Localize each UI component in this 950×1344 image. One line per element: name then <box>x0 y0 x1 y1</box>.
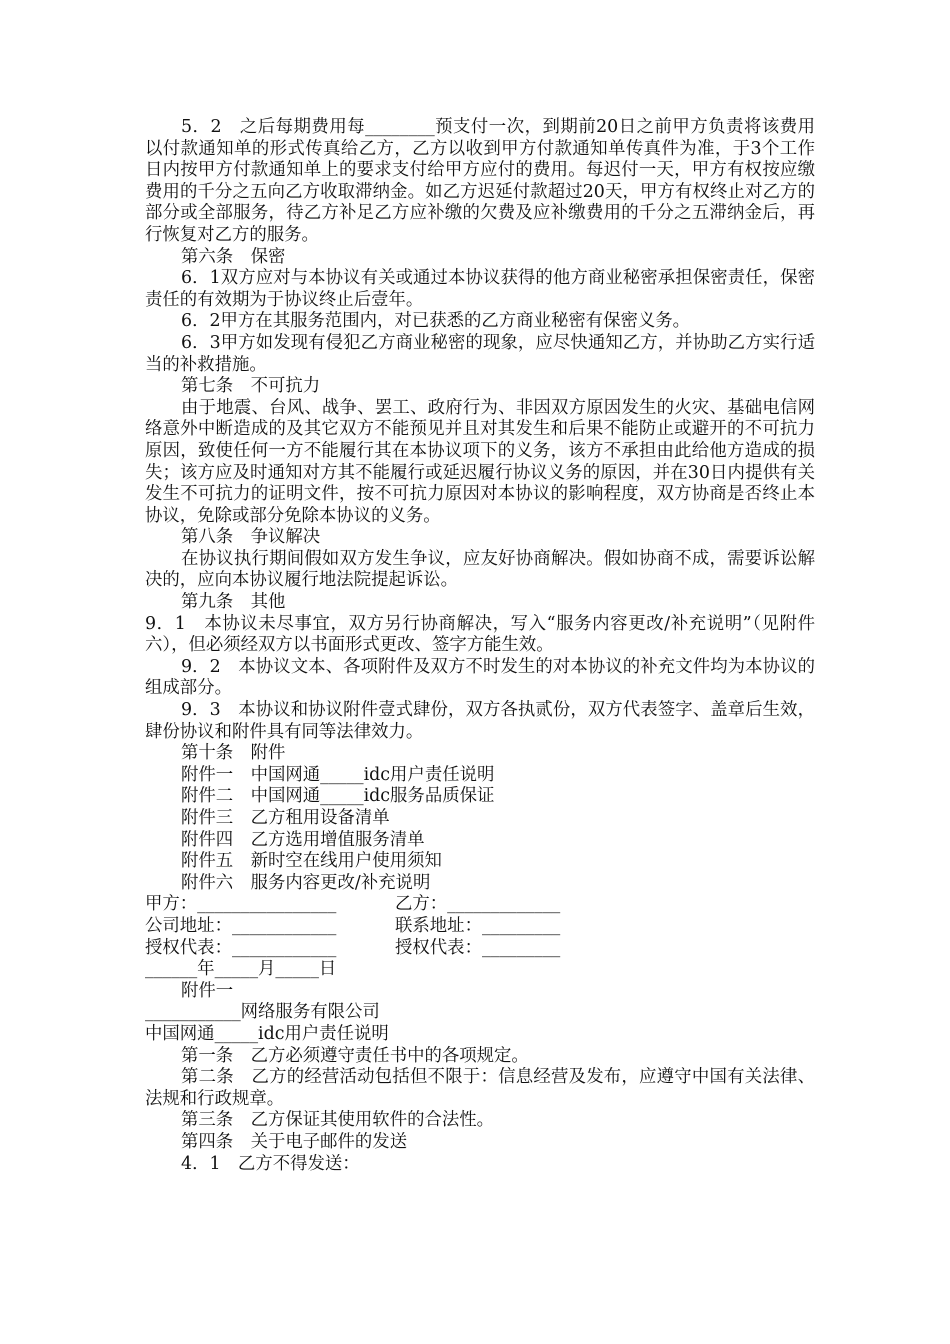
contract-paragraph: 9．2 本协议文本、各项附件及双方不时发生的对本协议的补充文件均为本协议的组成部分。 <box>145 656 815 699</box>
appendix-paragraph: 4．1 乙方不得发送： <box>181 1153 360 1174</box>
contract-paragraph: 附件六 服务内容更改/补充说明 <box>181 872 431 893</box>
contract-paragraph: 6．3甲方如发现有侵犯乙方商业秘密的现象，应尽快通知乙方，并协助乙方实行适当的补救措施。 <box>145 332 815 375</box>
appendix-paragraph: 附件一 <box>181 980 234 1001</box>
appendix-paragraph: 第二条 乙方的经营活动包括但不限于：信息经营及发布，应遵守中国有关法律、法规和行政规章。 <box>145 1067 815 1109</box>
contract-paragraph: 附件一 中国网通_____idc用户责任说明 <box>181 764 495 785</box>
signature-block <box>145 894 815 980</box>
contract-paragraph: 第七条 不可抗力 <box>181 376 321 397</box>
contract-paragraph: 6．1双方应对与本协议有关或通过本协议获得的他方商业秘密承担保密责任，保密责任的有效期为于协议终止后壹年。 <box>145 268 815 310</box>
appendix-paragraph: 第四条 关于电子邮件的发送 <box>181 1131 408 1152</box>
contract-paragraph: 附件四 乙方选用增值服务清单 <box>181 829 425 850</box>
company-address-line: 公司地址：____________ <box>145 915 337 936</box>
signature-row-representative <box>145 938 815 960</box>
contract-paragraph: 第十条 附件 <box>181 743 286 764</box>
contract-paragraph: 第九条 其他 <box>181 592 286 613</box>
contract-paragraph: 附件二 中国网通_____idc服务品质保证 <box>181 786 495 807</box>
contract-paragraph: 5．2 之后每期费用每________预支付一次，到期前20日之前甲方负责将该费用以付款通知单的形式传真给乙方，乙方以收到甲方付款通知单传真件为准，于3个工作日内按甲方付款通知单上的要求支付给甲方应付的费用。每迟付一天，甲方有权按应缴费用的千分之五向乙方收取滞纳金。如乙方迟延付款超过20天，甲方有权终止对乙方的部分或全部服务，待乙方补足乙方应补缴的欠费及应补缴费用的千分之五滞纳金后，再行恢复对乙方的服务。 <box>145 117 815 245</box>
authorized-rep-b-line: 授权代表：_________ <box>395 937 561 958</box>
authorized-rep-a-line: 授权代表：____________ <box>145 937 337 958</box>
appendix-paragraph: 第一条 乙方必须遵守责任书中的各项规定。 <box>181 1045 529 1066</box>
contact-address-line: 联系地址：_________ <box>395 915 561 936</box>
contract-paragraph: 附件五 新时空在线用户使用须知 <box>181 851 442 872</box>
contract-paragraph: 在协议执行期间假如双方发生争议，应友好协商解决。假如协商不成，需要诉讼解决的，应向本协议履行地法院提起诉讼。 <box>145 548 815 591</box>
contract-paragraph: 由于地震、台风、战争、罢工、政府行为、非因双方原因发生的火灾、基础电信网络意外中断造成的及其它双方不能预见并且对其发生和后果不能防止或避开的不可抗力原因，致使任何一方不能履行其在本协议项下的义务，该方不承担由此给他方造成的损失；该方应及时通知对方其不能履行或延迟履行协议义务的原因，并在30日内提供有关发生不可抗力的证明文件，按不可抗力原因对本协议的影响程度，双方协商是否终止本协议，免除或部分免除本协议的义务。 <box>145 397 815 526</box>
contract-paragraph: 6．2甲方在其服务范围内，对已获悉的乙方商业秘密有保密义务。 <box>181 311 691 332</box>
contract-paragraph: 9．1 本协议未尽事宜，双方另行协商解决，写入“服务内容更改/补充说明”（见附件六），但必须经双方以书面形式更改、签字方能生效。 <box>145 613 815 656</box>
contract-paragraph: 附件三 乙方租用设备清单 <box>181 808 390 828</box>
appendix-paragraph: 中国网通_____idc用户责任说明 <box>145 1023 389 1044</box>
contract-paragraph: 第六条 保密 <box>181 246 286 267</box>
contract-paragraph: 9．3 本协议和协议附件壹式肆份，双方各执贰份，双方代表签字、盖章后生效，肆份协议和附件具有同等法律效力。 <box>145 700 815 742</box>
signature-row-parties <box>145 894 815 916</box>
appendix-one <box>145 981 815 1175</box>
contract-paragraph: 第八条 争议解决 <box>181 527 321 548</box>
party-a-line: 甲方：________________ <box>145 894 337 915</box>
appendix-paragraph: ___________网络服务有限公司 <box>145 1002 380 1023</box>
signature-row-address <box>145 916 815 938</box>
appendix-paragraph: 第三条 乙方保证其使用软件的合法性。 <box>181 1110 495 1131</box>
signature-date-line: ______年_____月_____日 <box>145 959 337 980</box>
contract-body <box>145 117 815 894</box>
document-page <box>145 117 815 1175</box>
party-b-line: 乙方：_____________ <box>395 894 561 915</box>
